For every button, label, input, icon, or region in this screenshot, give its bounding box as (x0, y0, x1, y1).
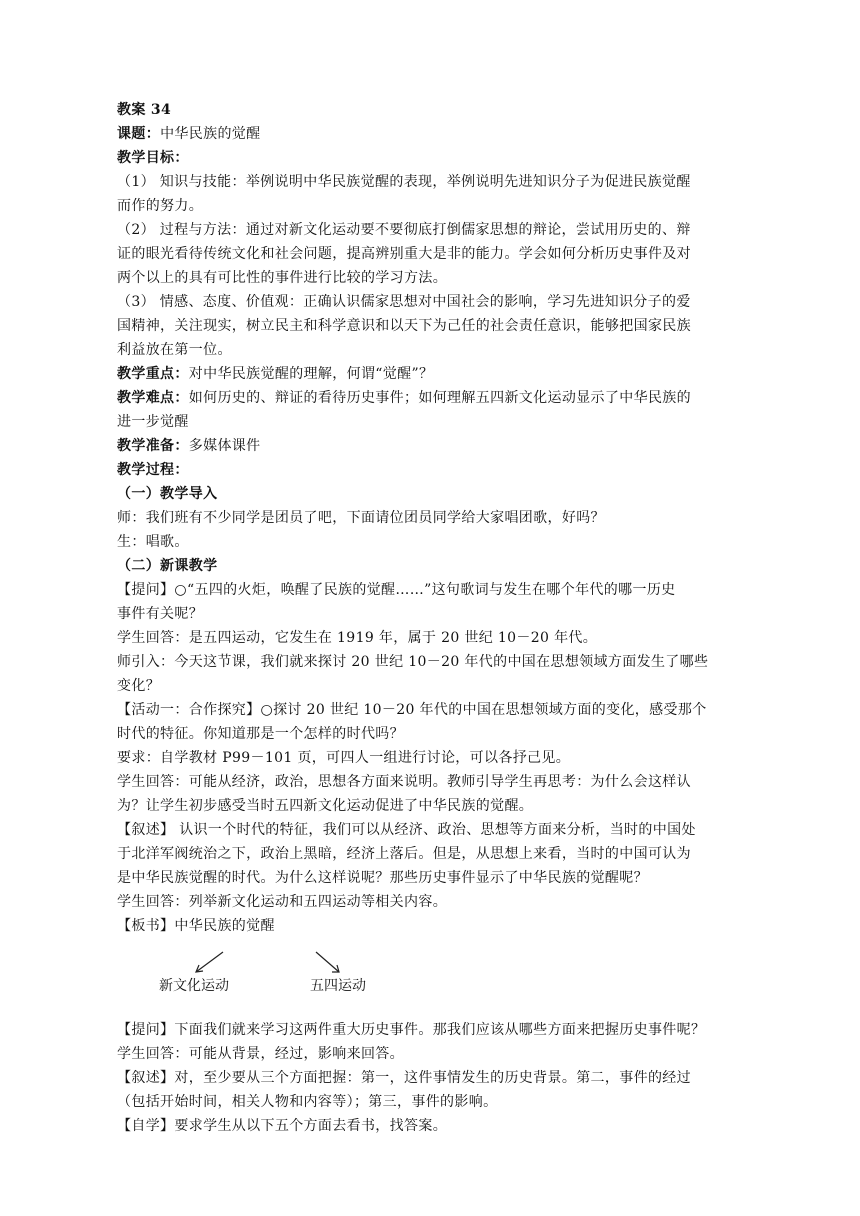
topic-text: 中华民族的觉醒 (160, 126, 261, 142)
difficulty-line1 (117, 386, 743, 410)
difficulty-text: 如何历史的、辩证的看待历史事件；如何理解五四新文化运动显示了中华民族的 (188, 390, 691, 406)
student-answer-line2: 为？让学生初步感受当时五四新文化运动促进了中华民族的觉醒。 (117, 798, 534, 814)
paragraph-teacher-ask: 师：我们班有不少同学是团员了吧，下面请位团员同学给大家唱团歌，好吗？ (117, 510, 605, 526)
arrow-right (316, 952, 339, 972)
narration-three-aspects-line1: 【叙述】对，至少要从三个方面把握：第一，这件事情发生的历史背景。第二，事件的经过 (117, 1070, 691, 1086)
activity-line2: 时代的特征。你知道那是一个怎样的时代吗？ (117, 726, 404, 742)
preparation-label: 教学准备： (117, 438, 189, 454)
requirement-line: 要求：自学教材 P99－101 页，可四人一组进行讨论，可以各抒己见。 (117, 750, 571, 766)
goal2-line2: 证的眼光看待传统文化和社会问题，提高辨别重大是非的能力。学会如何分析历史事件及对 (117, 246, 691, 262)
goals-heading: 教学目标： (117, 150, 189, 166)
self-study-line: 【自学】要求学生从以下五个方面去看书，找答案。 (117, 1118, 448, 1134)
arrow-left (196, 952, 223, 972)
student-answer-list: 学生回答：列举新文化运动和五四运动等相关内容。 (117, 894, 448, 910)
preparation-line (117, 434, 743, 458)
goal2-line3: 两个以上的具有可比性的事件进行比较的学习方法。 (117, 270, 448, 286)
goal3-line1: （3） 情感、态度、价值观：正确认识儒家思想对中国社会的影响，学习先进知识分子的爱 (117, 294, 691, 310)
goal1-line2: 而作的努力。 (117, 198, 204, 214)
process-heading: 教学过程： (117, 462, 189, 478)
preparation-text: 多媒体课件 (188, 438, 261, 454)
paragraph-student-sing: 生：唱歌。 (117, 534, 189, 550)
goal2-line1: （2） 过程与方法：通过对新文化运动要不要彻底打倒儒家思想的辩论，尝试用历史的、辩 (117, 222, 691, 238)
blackboard-title: 【板书】中华民族的觉醒 (117, 918, 275, 934)
narration-three-aspects-line2: （包括开始时间，相关人物和内容等）；第三，事件的影响。 (117, 1094, 498, 1110)
narration-line3: 是中华民族觉醒的时代。为什么这样说呢？那些历史事件显示了中华民族的觉醒呢？ (117, 870, 648, 886)
board-may-fourth-movement: 五四运动 (310, 978, 366, 994)
student-answer-background: 学生回答：可能从背景，经过，影响来回答。 (117, 1046, 404, 1062)
difficulty-line2: 进一步觉醒 (117, 414, 189, 430)
key-point-line (117, 362, 743, 386)
question-line2: 事件有关呢？ (117, 606, 204, 622)
question-two-events: 【提问】下面我们就来学习这两件重大历史事件。那我们应该从哪些方面来把握历史事件呢？ (117, 1022, 706, 1038)
lesson-plan-page (117, 98, 743, 1138)
teacher-intro-line1: 师引入：今天这节课，我们就来探讨 20 世纪 10－20 年代的中国在思想领域方面发生了哪些 (117, 654, 709, 670)
goal3-line2: 国精神，关注现实，树立民主和科学意识和以天下为己任的社会责任意识，能够把国家民族 (117, 318, 691, 334)
teacher-intro-line2: 变化？ (117, 678, 161, 694)
difficulty-label: 教学难点： (117, 390, 189, 406)
goal1-line1: （1） 知识与技能：举例说明中华民族觉醒的表现，举例说明先进知识分子为促进民族觉醒 (117, 174, 691, 190)
doc-title: 教案 34 (117, 102, 172, 118)
narration-line2: 于北洋军阀统治之下，政治上黑暗，经济上落后。但是，从思想上来看，当时的中国可认为 (117, 846, 691, 862)
topic-line (117, 122, 743, 146)
student-answer-1919: 学生回答：是五四运动，它发生在 1919 年，属于 20 世纪 10－20 年代。 (117, 630, 598, 646)
student-answer-line1: 学生回答：可能从经济，政治，思想各方面来说明。教师引导学生再思考：为什么会这样认 (117, 774, 691, 790)
goal3-line3: 利益放在第一位。 (117, 342, 232, 358)
question-line1: 【提问】○“五四的火炬，唤醒了民族的觉醒……”这句歌词与发生在哪个年代的哪一历史 (117, 582, 676, 598)
blackboard-diagram (117, 938, 743, 1018)
topic-label: 课题： (117, 126, 161, 142)
key-point-text: 对中华民族觉醒的理解，何谓“觉醒”？ (188, 366, 434, 382)
section-new-lesson-heading: （二）新课教学 (117, 558, 218, 574)
board-new-culture-movement: 新文化运动 (159, 978, 229, 994)
key-point-label: 教学重点： (117, 366, 189, 382)
section-intro-heading: （一）教学导入 (117, 486, 218, 502)
narration-line1: 【叙述】 认识一个时代的特征，我们可以从经济、政治、思想等方面来分析，当时的中国处 (117, 822, 696, 838)
activity-line1: 【活动一：合作探究】○探讨 20 世纪 10－20 年代的中国在思想领域方面的变化，感受那个 (117, 702, 707, 718)
